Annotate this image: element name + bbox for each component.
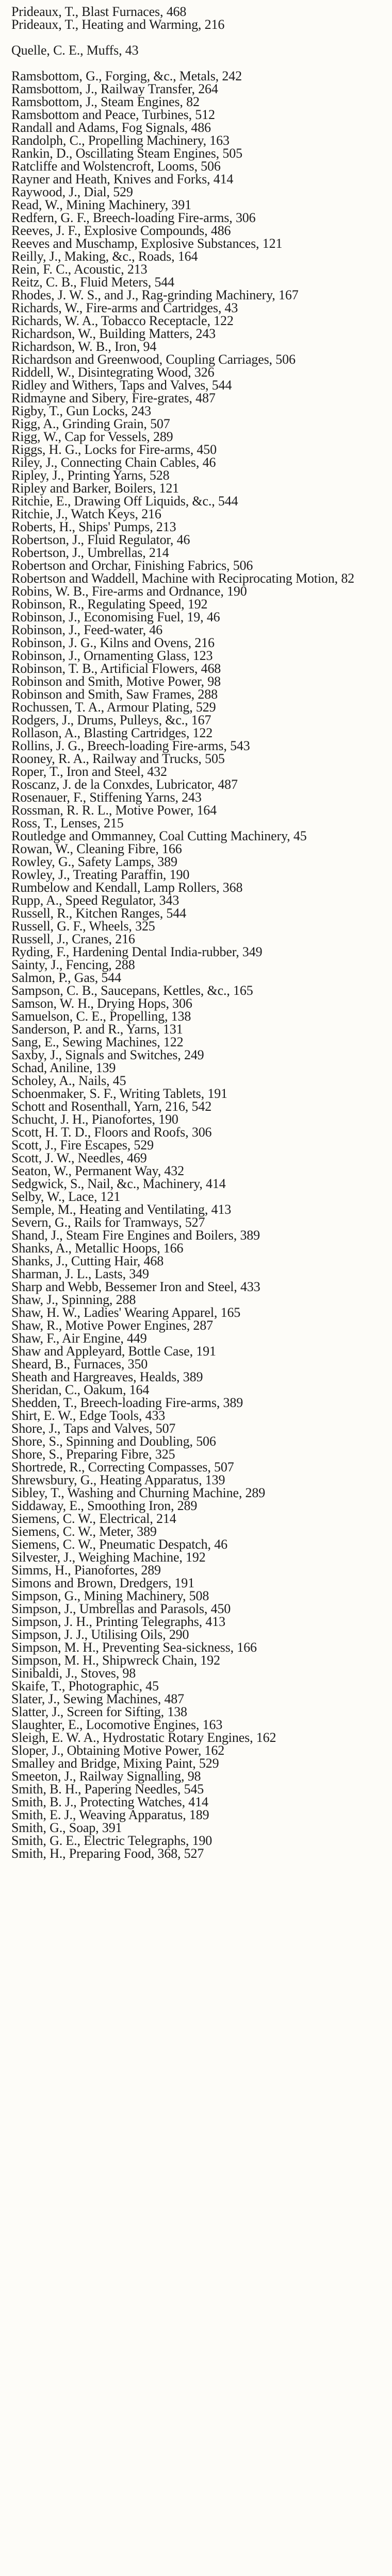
index-entry: Sloper, J., Obtaining Motive Power, 162 bbox=[11, 1743, 225, 1758]
index-entry: Rollason, A., Blasting Cartridges, 122 bbox=[11, 725, 213, 740]
index-entry: Rhodes, J. W. S., and J., Rag-grinding Machinery, 167 bbox=[11, 287, 299, 302]
index-entry-list bbox=[11, 5, 382, 1860]
index-entry: Robinson and Smith, Saw Frames, 288 bbox=[11, 687, 218, 702]
index-entry: Rigg, W., Cap for Vessels, 289 bbox=[11, 429, 173, 444]
index-entry: Schad, Aniline, 139 bbox=[11, 1060, 116, 1075]
index-entry: Robinson, J., Ornamenting Glass, 123 bbox=[11, 648, 213, 663]
index-entry: Simpson, M. H., Shipwreck Chain, 192 bbox=[11, 1653, 220, 1668]
index-entry: Shedden, T., Breech-loading Fire-arms, 389 bbox=[11, 1395, 243, 1410]
index-entry: Scott, H. T. D., Floors and Roofs, 306 bbox=[11, 1125, 212, 1140]
index-entry: Slater, J., Sewing Machines, 487 bbox=[11, 1691, 185, 1706]
index-entry: Simms, H., Pianofortes, 289 bbox=[11, 1563, 161, 1578]
index-entry: Rosenauer, F., Stiffening Yarns, 243 bbox=[11, 790, 202, 805]
index-entry: Rein, F. C., Acoustic, 213 bbox=[11, 262, 148, 277]
index-entry: Rupp, A., Speed Regulator, 343 bbox=[11, 893, 179, 908]
index-entry: Sanderson, P. and R., Yarns, 131 bbox=[11, 1022, 183, 1037]
index-entry: Shanks, A., Metallic Hoops, 166 bbox=[11, 1241, 184, 1256]
index-entry: Roper, T., Iron and Steel, 432 bbox=[11, 764, 167, 779]
index-entry: Shore, S., Preparing Fibre, 325 bbox=[11, 1447, 175, 1462]
index-entry: Richardson, W. B., Iron, 94 bbox=[11, 339, 157, 354]
index-entry: Siemens, C. W., Meter, 389 bbox=[11, 1524, 157, 1539]
index-entry: Routledge and Ommanney, Coal Cutting Machinery, 45 bbox=[11, 828, 307, 843]
index-entry: Sainty, J., Fencing, 288 bbox=[11, 957, 135, 972]
index-entry: Slaughter, E., Locomotive Engines, 163 bbox=[11, 1717, 223, 1732]
index-entry: Siemens, C. W., Pneumatic Despatch, 46 bbox=[11, 1537, 227, 1552]
index-entry: Rossman, R. R. L., Motive Power, 164 bbox=[11, 803, 217, 818]
index-entry: Sang, E., Sewing Machines, 122 bbox=[11, 1035, 184, 1049]
index-entry: Ramsbottom, G., Forging, &c., Metals, 242 bbox=[11, 69, 242, 83]
index-entry: Richards, W. A., Tobacco Receptacle, 122 bbox=[11, 313, 234, 328]
index-entry: Simpson, J., Umbrellas and Parasols, 450 bbox=[11, 1601, 231, 1616]
index-entry: Raywood, J., Dial, 529 bbox=[11, 184, 133, 199]
index-entry: Robertson, J., Umbrellas, 214 bbox=[11, 545, 169, 560]
index-entry: Smith, B. J., Protecting Watches, 414 bbox=[11, 1794, 208, 1809]
index-entry: Reeves, J. F., Explosive Compounds, 486 bbox=[11, 223, 231, 238]
index-entry: Rooney, R. A., Railway and Trucks, 505 bbox=[11, 751, 225, 766]
index-entry: Roberts, H., Ships' Pumps, 213 bbox=[11, 519, 176, 534]
index-entry: Rankin, D., Oscillating Steam Engines, 505 bbox=[11, 146, 242, 161]
index-entry: Smith, G., Soap, 391 bbox=[11, 1820, 122, 1835]
index-entry: Sheath and Hargreaves, Healds, 389 bbox=[11, 1369, 203, 1384]
index-entry: Simpson, G., Mining Machinery, 508 bbox=[11, 1588, 209, 1603]
index-entry: Ritchie, E., Drawing Off Liquids, &c., 544 bbox=[11, 494, 238, 509]
index-entry: Ridley and Withers, Taps and Valves, 544 bbox=[11, 378, 232, 393]
index-entry: Skaife, T., Photographic, 45 bbox=[11, 1679, 159, 1693]
index-entry: Sedgwick, S., Nail, &c., Machinery, 414 bbox=[11, 1176, 226, 1191]
index-entry: Rollins, J. G., Breech-loading Fire-arms, 543 bbox=[11, 738, 250, 753]
index-entry: Shaw, F., Air Engine, 449 bbox=[11, 1331, 147, 1346]
index-entry: Riddell, W., Disintegrating Wood, 326 bbox=[11, 365, 215, 380]
index-entry: Ramsbottom, J., Steam Engines, 82 bbox=[11, 94, 200, 109]
index-entry: Shaw, H. W., Ladies' Wearing Apparel, 165 bbox=[11, 1305, 241, 1320]
index-entry: Shortrede, R., Correcting Compasses, 507 bbox=[11, 1460, 234, 1475]
index-entry: Sharp and Webb, Bessemer Iron and Steel, 433 bbox=[11, 1279, 260, 1294]
index-entry: Quelle, C. E., Muffs, 43 bbox=[11, 43, 139, 58]
index-entry: Schucht, J. H., Pianofortes, 190 bbox=[11, 1112, 178, 1127]
index-entry: Seaton, W., Permanent Way, 432 bbox=[11, 1163, 184, 1178]
index-entry: Sibley, T., Washing and Churning Machine, 289 bbox=[11, 1485, 266, 1500]
index-entry: Severn, G., Rails for Tramways, 527 bbox=[11, 1215, 205, 1230]
index-entry: Simpson, J. H., Printing Telegraphs, 413 bbox=[11, 1614, 225, 1629]
index-entry: Shore, S., Spinning and Doubling, 506 bbox=[11, 1434, 216, 1449]
index-entry: Rodgers, J., Drums, Pulleys, &c., 167 bbox=[11, 713, 211, 727]
index-entry: Ripley, J., Printing Yarns, 528 bbox=[11, 468, 170, 483]
index-entry: Scott, J. W., Needles, 469 bbox=[11, 1150, 147, 1165]
index-entry: Smith, G. E., Electric Telegraphs, 190 bbox=[11, 1833, 213, 1848]
index-entry: Simpson, M. H., Preventing Sea-sickness, 166 bbox=[11, 1640, 257, 1655]
index-entry: Richardson, W., Building Matters, 243 bbox=[11, 326, 216, 341]
index-entry: Schoenmaker, S. F., Writing Tablets, 191 bbox=[11, 1086, 227, 1101]
index-entry: Russell, R., Kitchen Ranges, 544 bbox=[11, 906, 186, 921]
index-entry: Robinson, J., Feed-water, 46 bbox=[11, 622, 162, 637]
index-entry: Smith, B. H., Papering Needles, 545 bbox=[11, 1782, 204, 1797]
index-entry: Rumbelow and Kendall, Lamp Rollers, 368 bbox=[11, 880, 243, 895]
index-entry: Russell, J., Cranes, 216 bbox=[11, 931, 135, 946]
index-entry: Russell, G. F., Wheels, 325 bbox=[11, 919, 155, 934]
index-entry: Schott and Rosenthall, Yarn, 216, 542 bbox=[11, 1099, 212, 1114]
index-entry: Ryding, F., Hardening Dental India-rubber, 349 bbox=[11, 944, 263, 959]
index-entry: Shrewsbury, G., Heating Apparatus, 139 bbox=[11, 1472, 225, 1487]
index-entry: Riley, J., Connecting Chain Cables, 46 bbox=[11, 455, 216, 470]
index-entry: Robinson, J., Economising Fuel, 19, 46 bbox=[11, 609, 220, 624]
index-entry: Samuelson, C. E., Propelling, 138 bbox=[11, 1009, 191, 1024]
index-entry: Reitz, C. B., Fluid Meters, 544 bbox=[11, 275, 175, 290]
index-entry: Rayner and Heath, Knives and Forks, 414 bbox=[11, 172, 234, 187]
index-entry: Rigby, T., Gun Locks, 243 bbox=[11, 403, 151, 418]
index-entry: Salmon, P., Gas, 544 bbox=[11, 970, 121, 985]
index-entry: Roscanz, J. de la Conxdes, Lubricator, 487 bbox=[11, 777, 238, 792]
index-entry: Sheridan, C., Oakum, 164 bbox=[11, 1382, 150, 1397]
index-entry: Ridmayne and Sibery, Fire-grates, 487 bbox=[11, 391, 216, 405]
index-entry: Siemens, C. W., Electrical, 214 bbox=[11, 1511, 176, 1526]
index-entry: Ratcliffe and Wolstencroft, Looms, 506 bbox=[11, 159, 221, 174]
index-entry: Shaw, J., Spinning, 288 bbox=[11, 1292, 136, 1307]
index-entry: Redfern, G. F., Breech-loading Fire-arms, 306 bbox=[11, 210, 256, 225]
index-entry: Ramsbottom, J., Railway Transfer, 264 bbox=[11, 81, 218, 96]
index-entry: Shore, J., Taps and Valves, 507 bbox=[11, 1421, 176, 1436]
index-entry: Reilly, J., Making, &c., Roads, 164 bbox=[11, 249, 198, 264]
index-entry: Smalley and Bridge, Mixing Paint, 529 bbox=[11, 1756, 219, 1771]
index-entry: Richards, W., Fire-arms and Cartridges, 43 bbox=[11, 300, 238, 315]
index-entry: Riggs, H. G., Locks for Fire-arms, 450 bbox=[11, 442, 217, 457]
index-entry: Sinibaldi, J., Stoves, 98 bbox=[11, 1666, 136, 1681]
index-entry: Richardson and Greenwood, Coupling Carriages, 506 bbox=[11, 352, 296, 367]
index-entry: Sampson, C. B., Saucepans, Kettles, &c., 165 bbox=[11, 983, 253, 998]
index-entry: Shirt, E. W., Edge Tools, 433 bbox=[11, 1408, 166, 1423]
index-entry: Sharman, J. L., Lasts, 349 bbox=[11, 1266, 149, 1281]
index-entry: Robinson and Smith, Motive Power, 98 bbox=[11, 674, 221, 689]
index-entry: Read, W., Mining Machinery, 391 bbox=[11, 197, 191, 212]
index-entry: Robinson, R., Regulating Speed, 192 bbox=[11, 597, 208, 612]
index-entry: Samson, W. H., Drying Hops, 306 bbox=[11, 996, 192, 1011]
index-entry: Smith, E. J., Weaving Apparatus, 189 bbox=[11, 1807, 209, 1822]
index-entry: Siddaway, E., Smoothing Iron, 289 bbox=[11, 1498, 198, 1513]
index-entry: Robinson, T. B., Artificial Flowers, 468 bbox=[11, 661, 221, 676]
index-entry: Shaw, R., Motive Power Engines, 287 bbox=[11, 1318, 213, 1333]
index-entry: Selby, W., Lace, 121 bbox=[11, 1189, 121, 1204]
index-entry: Rowan, W., Cleaning Fibre, 166 bbox=[11, 841, 182, 856]
index-entry: Robertson and Orchar, Finishing Fabrics, 506 bbox=[11, 558, 253, 573]
index-entry: Ross, T., Lenses, 215 bbox=[11, 816, 124, 831]
index-entry: Randolph, C., Propelling Machinery, 163 bbox=[11, 133, 230, 148]
index-entry: Robertson, J., Fluid Regulator, 46 bbox=[11, 532, 190, 547]
index-entry: Simpson, J. J., Utilising Oils, 290 bbox=[11, 1627, 189, 1642]
index-entry: Robins, W. B., Fire-arms and Ordnance, 190 bbox=[11, 584, 247, 599]
index-entry: Ritchie, J., Watch Keys, 216 bbox=[11, 506, 161, 521]
index-entry: Rowley, J., Treating Paraffin, 190 bbox=[11, 867, 190, 882]
index-entry: Rowley, G., Safety Lamps, 389 bbox=[11, 854, 177, 869]
index-entry: Shanks, J., Cutting Hair, 468 bbox=[11, 1253, 164, 1268]
index-entry: Prideaux, T., Heating and Warming, 216 bbox=[11, 17, 225, 32]
index-entry: Sleigh, E. W. A., Hydrostatic Rotary Engines, 162 bbox=[11, 1730, 276, 1745]
index-entry: Smeeton, J., Railway Signalling, 98 bbox=[11, 1769, 201, 1784]
index-entry: Ripley and Barker, Boilers, 121 bbox=[11, 481, 179, 496]
index-entry: Robinson, J. G., Kilns and Ovens, 216 bbox=[11, 635, 215, 650]
index-entry: Semple, M., Heating and Ventilating, 413 bbox=[11, 1202, 232, 1217]
index-entry: Shand, J., Steam Fire Engines and Boilers, 389 bbox=[11, 1228, 260, 1243]
index-entry: Smith, H., Preparing Food, 368, 527 bbox=[11, 1846, 204, 1861]
index-entry: Scholey, A., Nails, 45 bbox=[11, 1073, 126, 1088]
index-entry: Randall and Adams, Fog Signals, 486 bbox=[11, 120, 211, 135]
index-entry: Sheard, B., Furnaces, 350 bbox=[11, 1357, 148, 1371]
index-entry: Shaw and Appleyard, Bottle Case, 191 bbox=[11, 1344, 216, 1359]
index-entry: Rigg, A., Grinding Grain, 507 bbox=[11, 416, 170, 431]
index-entry: Saxby, J., Signals and Switches, 249 bbox=[11, 1047, 204, 1062]
index-entry: Rochussen, T. A., Armour Plating, 529 bbox=[11, 700, 216, 715]
index-entry: Simons and Brown, Dredgers, 191 bbox=[11, 1575, 194, 1590]
index-entry: Scott, J., Fire Escapes, 529 bbox=[11, 1138, 154, 1153]
index-entry: Slatter, J., Screen for Sifting, 138 bbox=[11, 1704, 187, 1719]
index-entry: Ramsbottom and Peace, Turbines, 512 bbox=[11, 107, 215, 122]
index-entry: Robertson and Waddell, Machine with Reciprocating Motion, 82 bbox=[11, 571, 355, 586]
index-entry: Prideaux, T., Blast Furnaces, 468 bbox=[11, 4, 187, 19]
index-entry: Silvester, J., Weighing Machine, 192 bbox=[11, 1550, 206, 1565]
index-entry: Reeves and Muschamp, Explosive Substances, 121 bbox=[11, 236, 283, 251]
